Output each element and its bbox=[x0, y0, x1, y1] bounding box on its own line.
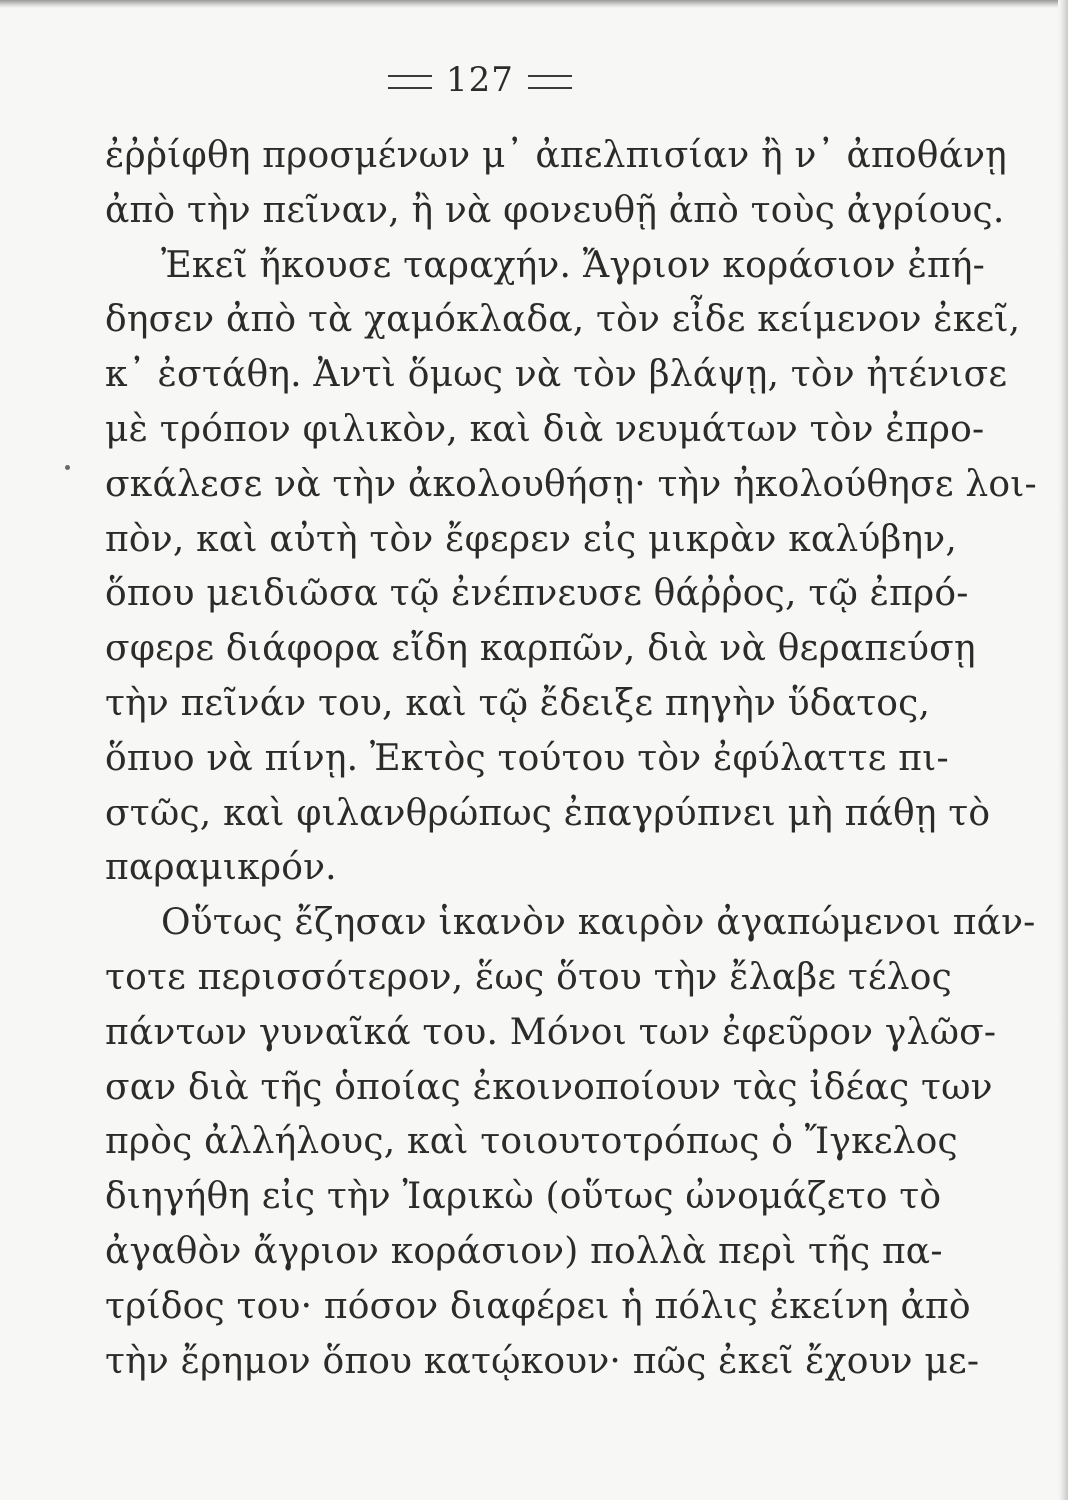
text-line: σκάλεσε νὰ τὴν ἀκολουθήσῃ· τὴν ἠκολούθησε λοι- bbox=[105, 463, 1037, 505]
text-line: μὲ τρόπον φιλικὸν, καὶ διὰ νευμάτων τὸν ἐπρο- bbox=[105, 408, 985, 450]
text-line: Ἐκεῖ ἤκουσε ταραχήν. Ἄγριον κοράσιον ἐπή- bbox=[161, 244, 986, 286]
text-line: ἀγαθὸν ἄγριον κοράσιον) πολλὰ περὶ τῆς πα- bbox=[105, 1230, 943, 1272]
text-line: ἀπὸ τὴν πεῖναν, ἢ νὰ φονευθῇ ἀπὸ τοὺς ἀγρίους. bbox=[105, 189, 1005, 231]
text-line: στῶς, καὶ φιλανθρώπως ἐπαγρύπνει μὴ πάθῃ τὸ bbox=[105, 792, 991, 834]
ink-speck bbox=[65, 465, 70, 470]
text-line: τοτε περισσότερον, ἕως ὅτου τὴν ἔλαβε τέλος bbox=[105, 956, 953, 998]
text-line: σαν διὰ τῆς ὁποίας ἐκοινοποίουν τὰς ἰδέας των bbox=[105, 1066, 993, 1108]
text-line: πάντων γυναῖκά του. Μόνοι των ἐφεῦρον γλῶσ- bbox=[105, 1011, 997, 1053]
text-line: τρίδος του· πόσον διαφέρει ἡ πόλις ἐκείνη ἀπὸ bbox=[105, 1285, 971, 1327]
text-line: πρὸς ἀλλήλους, καὶ τοιουτοτρόπως ὁ Ἴγκελος bbox=[105, 1121, 958, 1163]
page-header bbox=[65, 55, 895, 105]
text-line: παραμικρόν. bbox=[105, 847, 337, 889]
book-page bbox=[105, 55, 1037, 1389]
header-rule-right bbox=[528, 75, 572, 89]
page-number: 127 bbox=[446, 60, 514, 100]
body-text bbox=[105, 129, 1037, 1389]
scan-right-edge bbox=[1058, 0, 1068, 1500]
text-line: κ᾽ ἐστάθη. Ἀντὶ ὅμως νὰ τὸν βλάψῃ, τὸν ἠτένισε bbox=[105, 354, 1008, 396]
text-line: σφερε διάφορα εἴδη καρπῶν, διὰ νὰ θεραπεύσῃ bbox=[105, 628, 976, 670]
text-line: ὅπου μειδιῶσα τῷ ἐνέπνευσε θάῤῥος, τῷ ἐπρό- bbox=[105, 573, 969, 615]
text-line: ὅπυο νὰ πίνῃ. Ἐκτὸς τούτου τὸν ἐφύλαττε πι- bbox=[105, 737, 949, 779]
text-line: Οὕτως ἔζησαν ἱκανὸν καιρὸν ἀγαπώμενοι πάν- bbox=[161, 902, 1036, 944]
text-line: δησεν ἀπὸ τὰ χαμόκλαδα, τὸν εἶδε κείμενον ἐκεῖ, bbox=[105, 299, 1021, 341]
header-rule-left bbox=[388, 75, 432, 89]
text-line: τὴν πεῖνάν του, καὶ τῷ ἔδειξε πηγὴν ὕδατος, bbox=[105, 682, 931, 724]
text-line: τὴν ἔρημον ὅπου κατῴκουν· πῶς ἐκεῖ ἔχουν με- bbox=[105, 1340, 980, 1382]
scan-top-edge bbox=[0, 0, 1068, 8]
text-line: πὸν, καὶ αὐτὴ τὸν ἔφερεν εἰς μικρὰν καλύβην, bbox=[105, 518, 958, 560]
text-line: ἐῤῥίφθη προσμένων μ᾽ ἀπελπισίαν ἢ ν᾽ ἀποθάνῃ bbox=[105, 135, 1007, 176]
text-line: διηγήθη εἰς τὴν Ἰαρικὼ (οὕτως ὠνομάζετο τὸ bbox=[105, 1176, 942, 1218]
